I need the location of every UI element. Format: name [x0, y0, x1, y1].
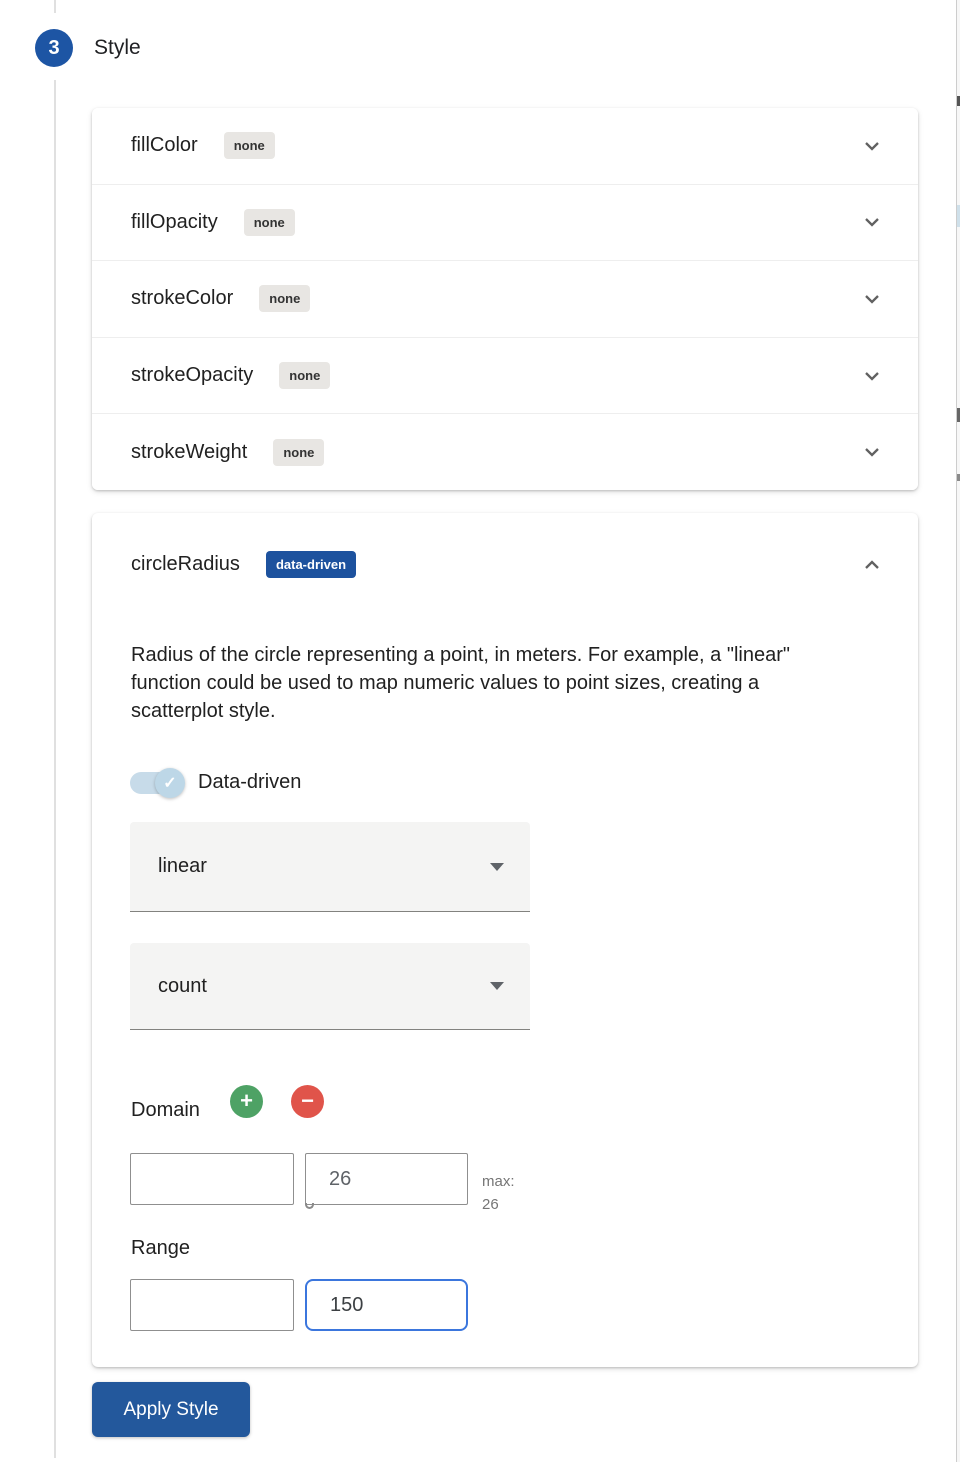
clipped-right-panel [956, 0, 960, 1462]
property-description: Radius of the circle representing a point, in meters. For example, a "linear" function could be used to map numeric values to point sizes, creating a scatterplot style. [131, 644, 790, 722]
prop-value-badge: none [224, 132, 275, 159]
chevron-down-icon [860, 440, 884, 464]
data-driven-toggle-row [130, 771, 301, 794]
data-driven-badge: data-driven [266, 551, 356, 578]
add-domain-stop-button[interactable] [230, 1085, 263, 1118]
domain-min-input[interactable] [130, 1153, 294, 1205]
field-select[interactable] [130, 943, 530, 1030]
remove-domain-stop-button[interactable] [291, 1085, 324, 1118]
caret-down-icon [490, 982, 504, 990]
check-icon: ✓ [163, 774, 177, 792]
clipped-glyph-artifact [305, 1203, 314, 1209]
domain-inputs [130, 1153, 468, 1205]
circleradius-card [92, 513, 918, 1367]
step-header [35, 29, 141, 67]
chevron-down-icon [860, 364, 884, 388]
caret-down-icon [490, 863, 504, 871]
range-label: Range [131, 1237, 190, 1259]
accordion-strokeweight[interactable] [92, 414, 918, 490]
prop-label: circleRadius [131, 553, 240, 575]
prop-value-badge: none [259, 285, 310, 312]
range-min-input[interactable] [130, 1279, 294, 1331]
accordion-fillcolor[interactable] [92, 108, 918, 185]
range-max-input[interactable] [305, 1279, 468, 1331]
prop-label: fillColor [131, 134, 198, 157]
toggle-thumb[interactable] [155, 768, 185, 798]
prop-label: strokeColor [131, 287, 234, 310]
prop-label: strokeWeight [131, 440, 248, 463]
stepper-line [54, 80, 56, 1458]
accordion-strokeopacity[interactable] [92, 338, 918, 415]
domain-header [131, 1085, 324, 1122]
function-select-value: linear [158, 855, 207, 877]
apply-style-button[interactable]: Apply Style [92, 1382, 250, 1437]
prop-label: strokeOpacity [131, 364, 254, 387]
prop-value-badge: none [279, 362, 330, 389]
data-driven-toggle[interactable] [130, 772, 180, 794]
minus-icon: − [301, 1087, 314, 1113]
chevron-up-icon [860, 553, 884, 577]
accordion-fillopacity[interactable] [92, 185, 918, 262]
stepper-line-top [54, 0, 56, 13]
style-properties-card [92, 108, 918, 490]
chevron-down-icon [860, 287, 884, 311]
toggle-label: Data-driven [198, 771, 302, 793]
max-hint-label: max: [482, 1173, 515, 1190]
field-select-value: count [158, 974, 207, 997]
prop-value-badge: none [273, 439, 324, 466]
prop-value-badge: none [244, 209, 295, 236]
accordion-strokecolor[interactable] [92, 261, 918, 338]
function-select[interactable] [130, 822, 530, 912]
chevron-down-icon [860, 134, 884, 158]
max-hint-value: 26 [482, 1196, 499, 1213]
domain-label: Domain [131, 1099, 200, 1121]
step-number-badge: 3 [35, 29, 73, 67]
prop-label: fillOpacity [131, 210, 218, 233]
domain-max-hint [482, 1170, 515, 1216]
step-title: Style [94, 36, 141, 59]
plus-icon: + [240, 1087, 253, 1113]
range-inputs [130, 1279, 468, 1331]
chevron-down-icon [860, 210, 884, 234]
domain-max-input[interactable] [305, 1153, 468, 1205]
accordion-circleradius[interactable] [131, 551, 884, 578]
